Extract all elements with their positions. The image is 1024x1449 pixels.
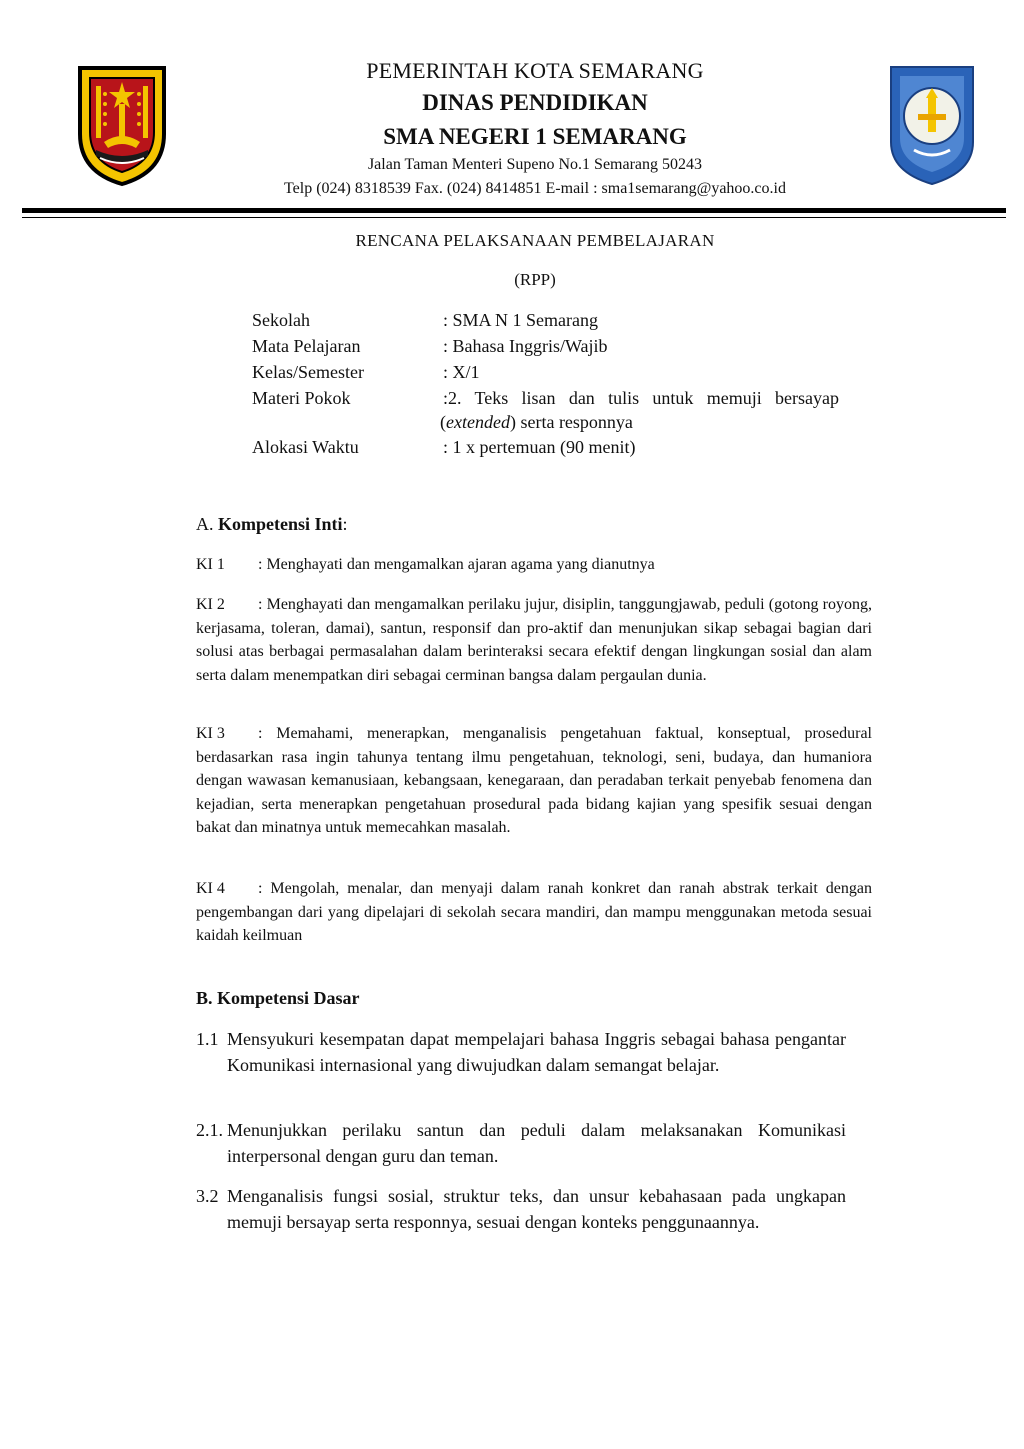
kd-item xyxy=(196,1118,846,1169)
info-school-label: Sekolah xyxy=(252,310,310,330)
ki-3 xyxy=(196,722,872,840)
ki-label: KI 1 xyxy=(196,556,225,573)
kd-number: 1.1 xyxy=(196,1029,219,1049)
info-material-italic: extended xyxy=(446,412,510,432)
section-a-title: Kompetensi Inti xyxy=(218,514,343,534)
info-material-value-line2: (extended) serta responnya xyxy=(440,412,633,432)
document-subtitle: (RPP) xyxy=(514,270,556,289)
kd-text: Menunjukkan perilaku santun dan peduli dalam melaksanakan Komunikasi interpersonal dengan guru dan teman. xyxy=(227,1120,846,1166)
info-material-rest: ) serta responnya xyxy=(509,412,633,432)
kd-number: 2.1. xyxy=(196,1120,223,1140)
ki-label: KI 2 xyxy=(196,596,225,613)
ki-1 xyxy=(196,553,872,577)
info-time-label: Alokasi Waktu xyxy=(252,437,359,457)
section-a-prefix: A. xyxy=(196,514,218,534)
info-material-label: Materi Pokok xyxy=(252,388,351,408)
ki-4 xyxy=(196,877,872,948)
kd-item xyxy=(196,1027,846,1078)
info-class-label: Kelas/Semester xyxy=(252,362,364,382)
info-class-value: : X/1 xyxy=(443,362,480,382)
kd-text: Mensyukuri kesempatan dapat mempelajari bahasa Inggris sebagai bahasa pengantar Komunikasi internasional yang diwujudkan dalam semangat belajar. xyxy=(227,1029,846,1075)
kd-number: 3.2 xyxy=(196,1186,219,1206)
info-school-value: : SMA N 1 Semarang xyxy=(443,310,598,330)
info-subject-value: : Bahasa Inggris/Wajib xyxy=(443,336,608,356)
ki-text: : Menghayati dan mengamalkan perilaku jujur, disiplin, tanggungjawab, peduli (gotong royong, kerjasama, toleran, damai), santun, responsif dan pro-aktif dan menunjukan sikap sebagai bagian dari solusi atas berbagai permasalahan dalam berinteraksi secara efektif dengan lingkungan sosial dan alam serta dalam menempatkan diri sebagai cerminan bangsa dalam pergaulan dunia. xyxy=(196,596,872,684)
ki-label: KI 4 xyxy=(196,880,225,897)
letterhead-address: Jalan Taman Menteri Supeno No.1 Semarang 50243 xyxy=(367,156,703,173)
section-a-suffix: : xyxy=(342,514,348,534)
ki-text: : Menghayati dan mengamalkan ajaran agama yang dianutnya xyxy=(258,556,655,573)
letterhead-rule-thick xyxy=(22,208,1006,213)
section-a-heading xyxy=(196,514,348,535)
letterhead-school: SMA NEGERI 1 SEMARANG xyxy=(383,124,687,149)
section-b-heading: B. Kompetensi Dasar xyxy=(196,988,360,1008)
info-time-value: : 1 x pertemuan (90 menit) xyxy=(443,437,636,457)
ki-text: : Memahami, menerapkan, menganalisis pengetahuan faktual, konseptual, prosedural berdasarkan rasa ingin tahunya tentang ilmu pengetahuan, teknologi, seni, budaya, dan humaniora dengan wawasan kemanusiaan, kebangsaan, kenegaraan, dan peradaban terkait penyebab fenomena dan kejadian, serta menerapkan pengetahuan prosedural pada bidang kajian yang spesifik sesuai dengan bakat dan minatnya untuk memecahkan masalah. xyxy=(196,725,872,836)
kd-item xyxy=(196,1184,846,1235)
info-subject-label: Mata Pelajaran xyxy=(252,336,361,356)
letterhead-contact: Telp (024) 8318539 Fax. (024) 8414851 E-mail : sma1semarang@yahoo.co.id xyxy=(284,180,786,197)
kd-text: Menganalisis fungsi sosial, struktur teks, dan unsur kebahasaan pada ungkapan memuji bersayap serta responnya, sesuai dengan konteks penggunaannya. xyxy=(227,1186,846,1232)
letterhead-department: DINAS PENDIDIKAN xyxy=(422,90,648,115)
info-material-value-line1: :2. Teks lisan dan tulis untuk memuji bersayap xyxy=(443,388,839,408)
ki-label: KI 3 xyxy=(196,725,225,742)
ki-2 xyxy=(196,593,872,687)
document-title: RENCANA PELAKSANAAN PEMBELAJARAN xyxy=(355,231,715,250)
letterhead-government: PEMERINTAH KOTA SEMARANG xyxy=(366,58,704,83)
ki-text: : Mengolah, menalar, dan menyaji dalam ranah konkret dan ranah abstrak terkait dengan pengembangan dari yang dipelajari di sekolah secara mandiri, dan mampu menggunakan metoda sesuai kaidah keilmuan xyxy=(196,880,872,944)
letterhead-rule-thin xyxy=(22,217,1006,218)
